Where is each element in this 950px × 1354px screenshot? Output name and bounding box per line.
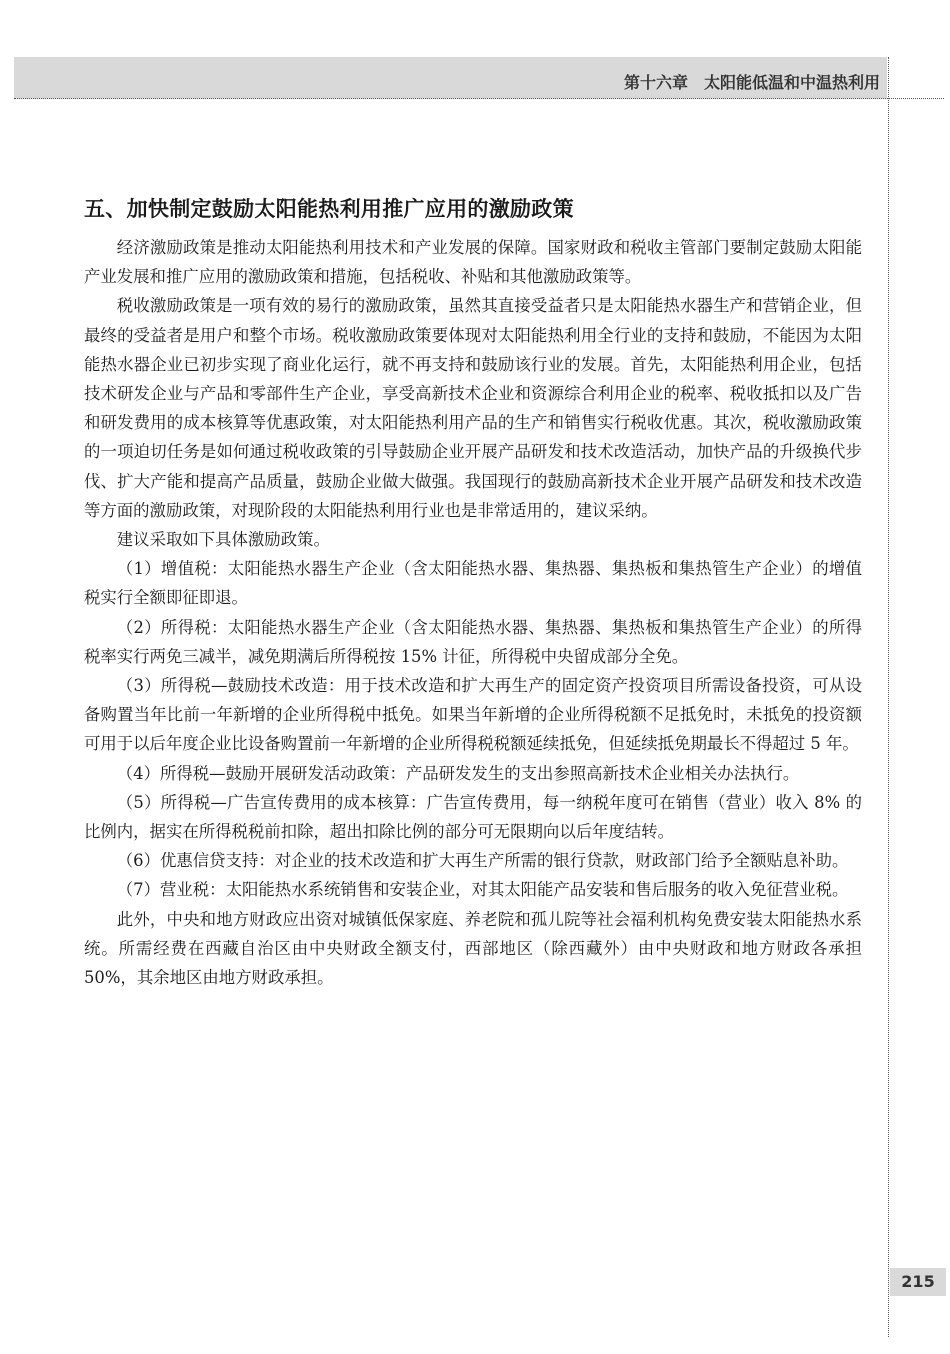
paragraph: （3）所得税—鼓励技术改造：用于技术改造和扩大再生产的固定资产投资项目所需设备投资，可从设备购置当年比前一年新增的企业所得税中抵免。如果当年新增的企业所得税额不足抵免时，未抵免的投资额可用于以后年度企业比设备购置前一年新增的企业所得税税额延续抵免，但延续抵免期最长不得超过 5 年。: [84, 676, 862, 754]
paragraph: （1）增值税：太阳能热水器生产企业（含太阳能热水器、集热器、集热板和集热管生产企业）的增值税实行全额即征即退。: [84, 559, 862, 608]
paragraph: （2）所得税：太阳能热水器生产企业（含太阳能热水器、集热器、集热板和集热管生产企业）的所得税率实行两免三减半，减免期满后所得税按 15% 计征，所得税中央留成部分全免。: [84, 617, 862, 666]
paragraph: （5）所得税—广告宣传费用的成本核算：广告宣传费用，每一纳税年度可在销售（营业）收入 8% 的比例内，据实在所得税税前扣除，超出扣除比例的部分可无限期向以后年度结转。: [84, 792, 862, 842]
page-number: 215: [890, 1268, 946, 1296]
paragraph: （4）所得税—鼓励开展研发活动政策：产品研发发生的支出参照高新技术企业相关办法执行。: [116, 763, 800, 783]
paragraph: （7）营业税：太阳能热水系统销售和安装企业，对其太阳能产品安装和售后服务的收入免征营业税。: [116, 880, 849, 900]
chapter-title: 第十六章 太阳能低温和中温热利用: [623, 73, 880, 92]
paragraph: 税收激励政策是一项有效的易行的激励政策，虽然其直接受益者只是太阳能热水器生产和营销企业，但最终的受益者是用户和整个市场。税收激励政策要体现对太阳能热利用全行业的支持和鼓励，不能因为太阳能热水器企业已初步实现了商业化运行，就不再支持和鼓励该行业的发展。首先，太阳能热利用企业，包括技术研发企业与产品和零部件生产企业，享受高新技术企业和资源综合利用企业的税率、税收抵扣以及广告和研发费用的成本核算等优惠政策，对太阳能热利用产品的生产和销售实行税收优惠。其次，税收激励政策的一项迫切任务是如何通过税收政策的引导鼓励企业开展产品研发和技术改造活动，加快产品的升级换代步伐、扩大产能和提高产品质量，鼓励企业做大做强。我国现行的鼓励高新技术企业开展产品研发和技术改造等方面的激励政策，对现阶段的太阳能热利用行业也是非常适用的，建议采纳。: [84, 296, 862, 520]
paragraph: （6）优惠信贷支持：对企业的技术改造和扩大再生产所需的银行贷款，财政部门给予全额贴息补助。: [116, 851, 849, 871]
paragraph: 此外，中央和地方财政应出资对城镇低保家庭、养老院和孤儿院等社会福利机构免费安装太阳能热水系统。所需经费在西藏自治区由中央财政全额支付，西部地区（除西藏外）由中央财政和地方财政各承担 50%，其余地区由地方财政承担。: [84, 909, 862, 988]
header-divider: [14, 98, 944, 99]
paragraph: 建议采取如下具体激励政策。: [116, 530, 330, 550]
section-heading: 五、加快制定鼓励太阳能热利用推广应用的激励政策: [84, 197, 574, 222]
body-text: [84, 233, 862, 992]
paragraph: 经济激励政策是推动太阳能热利用技术和产业发展的保障。国家财政和税收主管部门要制定鼓励太阳能产业发展和推广应用的激励政策和措施，包括税收、补贴和其他激励政策等。: [84, 238, 862, 287]
margin-divider: [888, 57, 889, 1337]
